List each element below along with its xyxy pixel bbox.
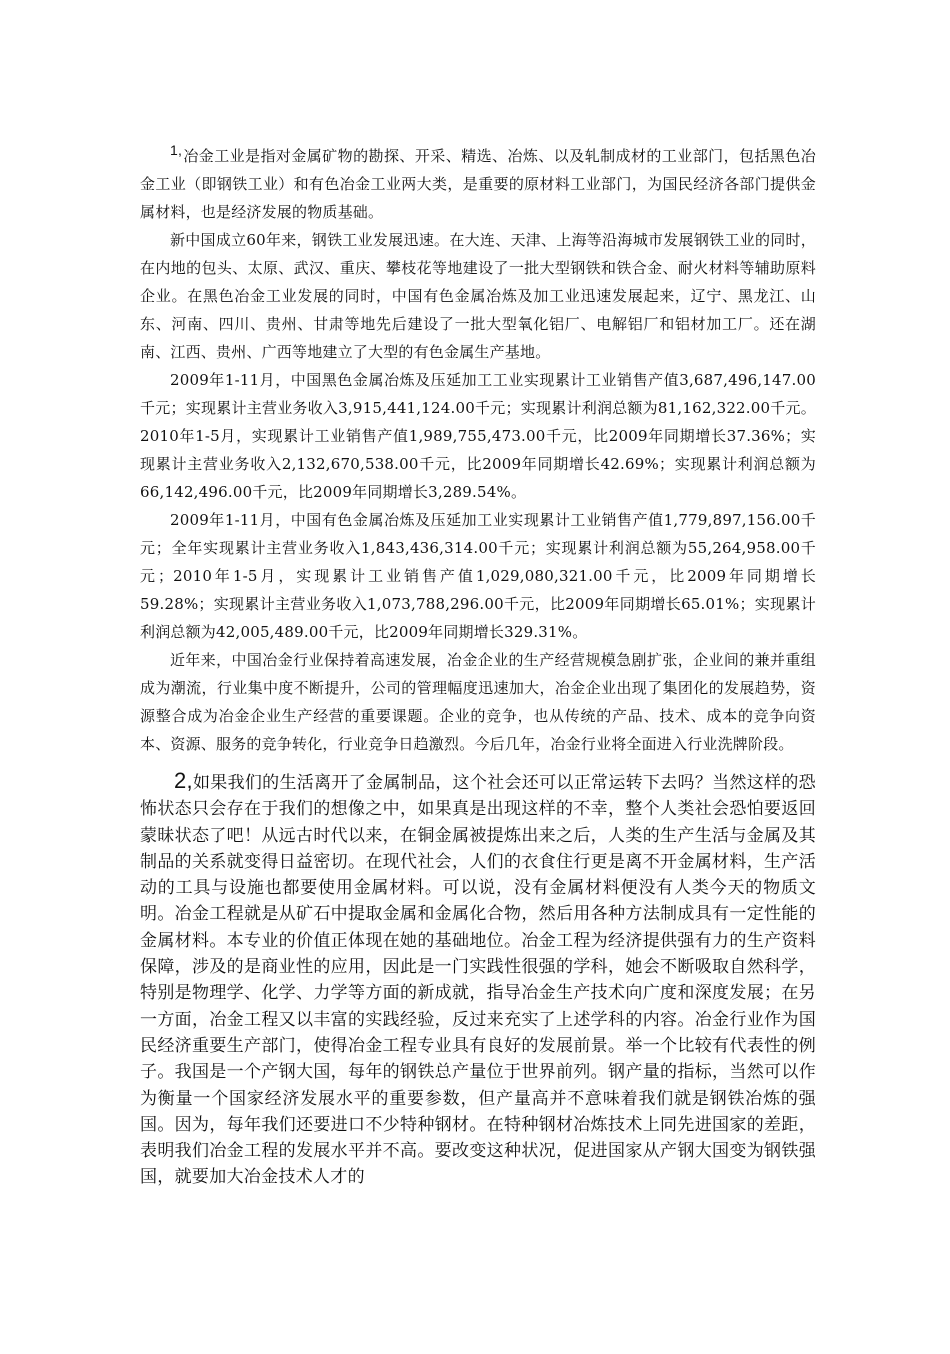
section-1-number: 1, (170, 142, 183, 158)
section-1-paragraph-4: 2009年1-11月，中国有色金属冶炼及压延加工业实现累计工业销售产值1,779,897,156.00千元；全年实现累计主营业务收入1,843,436,314.00千元；实现累计利润总额为55,264,958.00千元；2010年1-5月，实现累计工业销售产值1,029,080,321.00千元，比2009年同期增长59.28%；实现累计主营业务收入1,073,788,296.00千元，比2009年同期增长65.01%；实现累计利润总额为42,005,489.00千元，比2009年同期增长329.31%。 (140, 511, 816, 641)
section-2-paragraph (140, 768, 816, 1191)
section-2-number: 2, (174, 768, 193, 793)
section-1-paragraph-1 (140, 142, 816, 226)
section-1-paragraph-5: 近年来，中国冶金行业保持着高速发展，冶金企业的生产经营规模急剧扩张，企业间的兼并重组成为潮流，行业集中度不断提升，公司的管理幅度迅速加大，冶金企业出现了集团化的发展趋势，资源整合成为冶金企业生产经营的重要课题。企业的竞争，也从传统的产品、技术、成本的竞争向资本、资源、服务的竞争转化，行业竞争日趋激烈。今后几年，冶金行业将全面进入行业洗牌阶段。 (140, 651, 816, 753)
paragraph-text: 如果我们的生活离开了金属制品，这个社会还可以正常运转下去吗？当然这样的恐怖状态只会存在于我们的想像之中，如果真是出现这样的不幸，整个人类社会恐怕要返回蒙昧状态了吧！从远古时代以来，在铜金属被提炼出来之后，人类的生产生活与金属及其制品的关系就变得日益密切。在现代社会，人们的衣食住行更是离不开金属材料，生产活动的工具与设施也都要使用金属材料。可以说，没有金属材料便没有人类今天的物质文明。冶金工程就是从矿石中提取金属和金属化合物，然后用各种方法制成具有一定性能的金属材料。本专业的价值正体现在她的基础地位。冶金工程为经济提供强有力的生产资料保障，涉及的是商业性的应用，因此是一门实践性很强的学科，她会不断吸取自然科学，特别是物理学、化学、力学等方面的新成就，指导冶金生产技术向广度和深度发展；在另一方面，冶金工程又以丰富的实践经验，反过来充实了上述学科的内容。冶金行业作为国民经济重要生产部门，使得冶金工程专业具有良好的发展前景。举一个比较有代表性的例子。我国是一个产钢大国，每年的钢铁总产量位于世界前列。钢产量的指标，当然可以作为衡量一个国家经济发展水平的重要参数，但产量高并不意味着我们就是钢铁冶炼的强国。因为，每年我们还要进口不少特种钢材。在特种钢材冶炼技术上同先进国家的差距，表明我们冶金工程的发展水平并不高。要改变这种状况，促进国家从产钢大国变为钢铁强国，就要加大冶金技术人才的 (140, 773, 816, 1188)
paragraph-text: 冶金工业是指对金属矿物的勘探、开采、精选、冶炼、以及轧制成材的工业部门，包括黑色冶金工业（即钢铁工业）和有色冶金工业两大类，是重要的原材料工业部门，为国民经济各部门提供金属材料，也是经济发展的物质基础。 (140, 147, 816, 221)
section-2 (140, 768, 816, 1191)
section-1-paragraph-3: 2009年1-11月，中国黑色金属冶炼及压延加工工业实现累计工业销售产值3,687,496,147.00千元；实现累计主营业务收入3,915,441,124.00千元；实现累计利润总额为81,162,322.00千元。2010年1-5月，实现累计工业销售产值1,989,755,473.00千元，比2009年同期增长37.36%；实现累计主营业务收入2,132,670,538.00千元，比2009年同期增长42.69%；实现累计利润总额为66,142,496.00千元，比2009年同期增长3,289.54%。 (140, 371, 816, 501)
section-1-paragraph-2: 新中国成立60年来，钢铁工业发展迅速。在大连、天津、上海等沿海城市发展钢铁工业的同时，在内地的包头、太原、武汉、重庆、攀枝花等地建设了一批大型钢铁和铁合金、耐火材料等辅助原料企业。在黑色冶金工业发展的同时，中国有色金属冶炼及加工业迅速发展起来，辽宁、黑龙江、山东、河南、四川、贵州、甘肃等地先后建设了一批大型氧化铝厂、电解铝厂和铝材加工厂。还在湖南、江西、贵州、广西等地建立了大型的有色金属生产基地。 (140, 231, 816, 361)
section-1 (140, 142, 816, 758)
